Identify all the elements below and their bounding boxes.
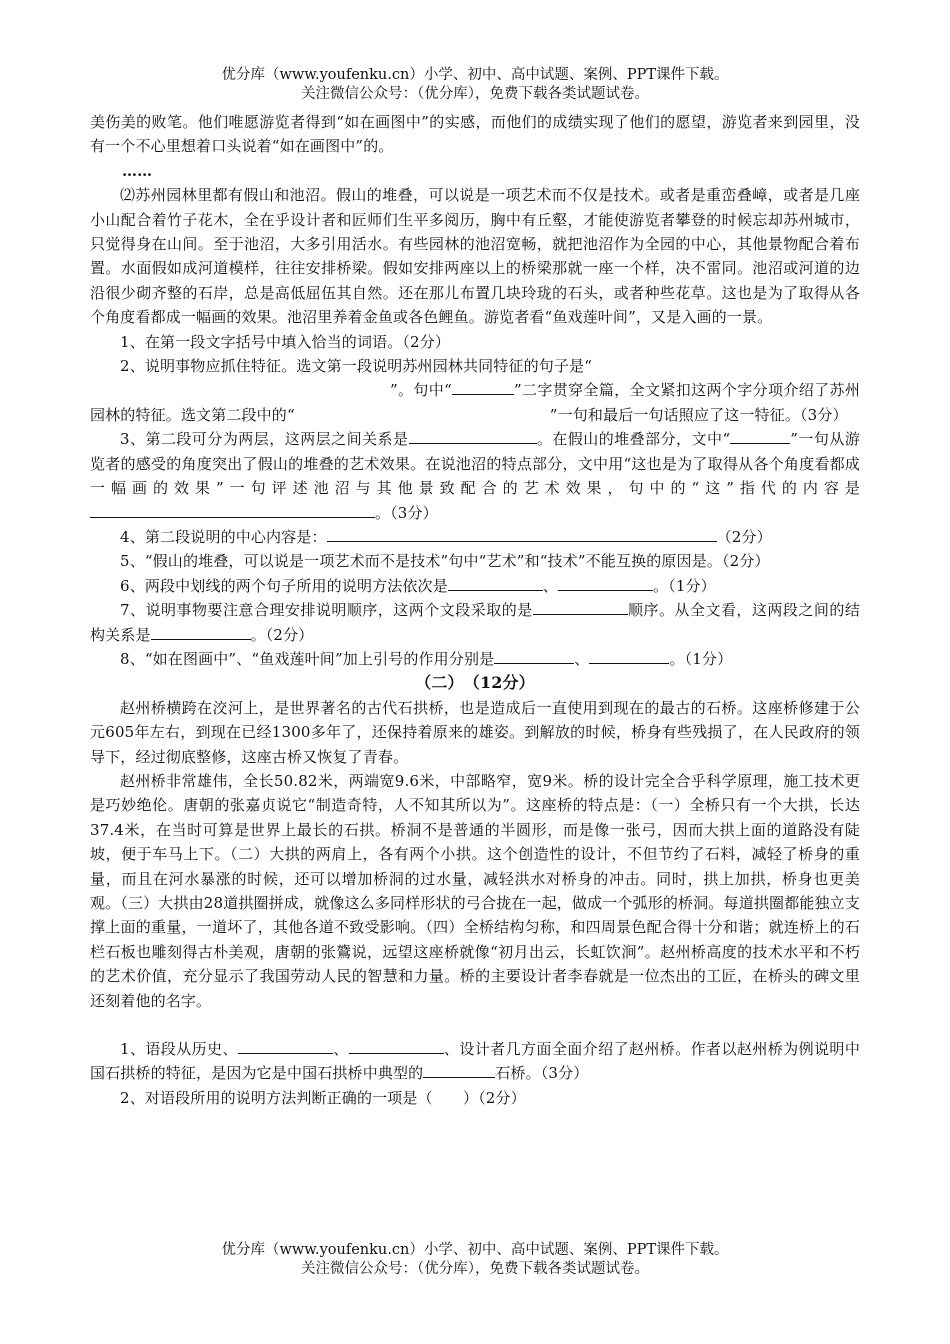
section2-para2: 赵州桥非常雄伟，全长50.82米，两端宽9.6米，中部略窄，宽9米。桥的设计完全合乎科学原理，施工技术更是巧妙绝伦。唐朝的张嘉贞说它“制造奇特，人不知其所以为”。这座桥的特点是：（一）全桥只有一个大拱，长达37.4米，在当时可算是世界上最长的石拱。桥洞不是普通的半圆形，而是像一张弓，因而大拱上面的道路没有陡坡，便于车马上下。（二）大拱的两肩上，各有两个小拱。这个创造性的设计，不但节约了石料，减轻了桥身的重量，而且在河水暴涨的时候，还可以增加桥洞的过水量，减轻洪水对桥身的冲击。同时，拱上加拱，桥身也更美观。（三）大拱由28道拱圈拼成，就像这么多同样形状的弓合拢在一起，做成一个弧形的桥洞。每道拱圈都能独立支撑上面的重量，一道坏了，其他各道不致受影响。（四）全桥结构匀称，和四周景色配合得十分和谐；就连桥上的石栏石板也雕刻得古朴美观，唐朝的张鷟说，远望这座桥就像“初月出云，长虹饮涧”。赵州桥高度的技术水平和不朽的艺术价值，充分显示了我国劳动人民的智慧和力量。桥的主要设计者李春就是一位杰出的工匠，在桥头的碑文里还刻着他的名字。 [90, 771, 860, 1010]
q1-7: 7、说明事物要注意合理安排说明顺序，这两个文段采取的是 顺序。从全文看，这两段之间的结构关系是 。（2分） [90, 601, 860, 644]
q1-1: 1、在第一段文字括号中填入恰当的词语。（2分） [120, 332, 451, 351]
passage1-continuation: 美伤美的败笔。他们唯愿游览者得到“如在画图中”的实感，而他们的成绩实现了他们的愿望，游览者来到园里，没有一个不心里想着口头说着“如在画图中”的。 [90, 113, 860, 156]
blank[interactable] [90, 503, 375, 518]
blank[interactable] [533, 600, 628, 615]
document-body [90, 110, 860, 1110]
q1-5: 5、“假山的堆叠，可以说是一项艺术而不是技术”句中“艺术”和“技术”不能互换的原因是。（2分） [120, 552, 770, 571]
blank[interactable] [558, 576, 653, 591]
blank[interactable] [423, 1063, 495, 1078]
q1-8: 8、“如在图画中”、“鱼戏莲叶间”加上引号的作用分别是 、 。（1分） [120, 649, 733, 668]
header-line-1: 优分库（www.youfenku.cn）小学、初中、高中试题、案例、PPT课件下载。 [221, 67, 729, 83]
blank[interactable] [151, 625, 251, 640]
blank[interactable] [295, 406, 550, 420]
blank[interactable] [448, 576, 543, 591]
page-header [0, 66, 950, 104]
section2-para1: 赵州桥横跨在洨河上，是世界著名的古代石拱桥，也是造成后一直使用到现在的最古的石桥。这座桥修建于公元605年左右，到现在已经1300多年了，还保持着原来的雄姿。到解放的时候，桥身有些残损了，在人民政府的领导下，经过彻底整修，这座古桥又恢复了青春。 [90, 698, 860, 766]
blank[interactable] [452, 380, 514, 395]
blank[interactable] [90, 381, 390, 395]
blank[interactable] [494, 649, 574, 664]
footer-line-2: 关注微信公众号：（优分库），免费下载各类试题试卷。 [301, 1261, 649, 1277]
header-line-2: 关注微信公众号：（优分库），免费下载各类试题试卷。 [301, 86, 649, 102]
section2-title: （二） （12分） [415, 673, 535, 693]
page-footer [0, 1241, 950, 1279]
q2-1: 1、语段从历史、 、 、设计者几方面全面介绍了赵州桥。作者以赵州桥为例说明中国石拱桥的特征，是因为它是中国石拱桥中典型的 石桥。（3分） [90, 1040, 860, 1083]
q1-3: 3、第二段可分为两层，这两层之间关系是 。在假山的堆叠部分，文中“ ”一句从游览者的感受的角度突出了假山的堆叠的艺术效果。在说池沼的特点部分，文中用“这也是为了取得从各个角度看都成一幅画的效果”一句评述池沼与其他景致配合的艺术效果，句中的“这”指代的内容是。（3分） [90, 430, 860, 522]
blank[interactable] [409, 429, 537, 444]
q1-4: 4、第二段说明的中心内容是： （2分） [120, 527, 772, 546]
footer-line-1: 优分库（www.youfenku.cn）小学、初中、高中试题、案例、PPT课件下载。 [221, 1242, 729, 1258]
blank[interactable] [730, 429, 790, 444]
blank[interactable] [327, 527, 717, 542]
blank[interactable] [349, 1039, 444, 1054]
q1-2: 2、说明事物应抓住特征。选文第一段说明苏州园林共同特征的句子是“ ”。句中“ ”二字贯穿全篇，全文紧扣这两个字分项介绍了苏州园林的特征。选文第二段中的“ ”一句和最后一句话照应了这一特征。（3分） [90, 357, 860, 424]
blank[interactable] [238, 1039, 333, 1054]
q1-6: 6、两段中划线的两个句子所用的说明方法依次是 、 。（1分） [120, 576, 716, 595]
ellipsis: …… [122, 161, 153, 180]
blank[interactable] [589, 649, 669, 664]
passage1-para2: ⑵苏州园林里都有假山和池沼。假山的堆叠，可以说是一项艺术而不仅是技术。或者是重峦叠嶂，或者是几座小山配合着竹子花木，全在乎设计者和匠师们生平多阅历，胸中有丘壑，才能使游览者攀登的时候忘却苏州城市，只觉得身在山间。至于池沼，大多引用活水。有些园林的池沼宽畅，就把池沼作为全园的中心，其他景物配合着布置。水面假如成河道模样，往往安排桥梁。假如安排两座以上的桥梁那就一座一个样，决不雷同。池沼或河道的边沿很少砌齐整的石岸，总是高低屈伍其自然。还在那儿布置几块玲珑的石头，或者种些花草。这也是为了取得从各个角度看都成一幅画的效果。池沼里养着金鱼或各色鲤鱼。游览者看“鱼戏莲叶间”，又是入画的一景。 [90, 186, 860, 327]
q2-2: 2、对语段所用的说明方法判断正确的一项是（ ）（2分） [120, 1088, 526, 1107]
